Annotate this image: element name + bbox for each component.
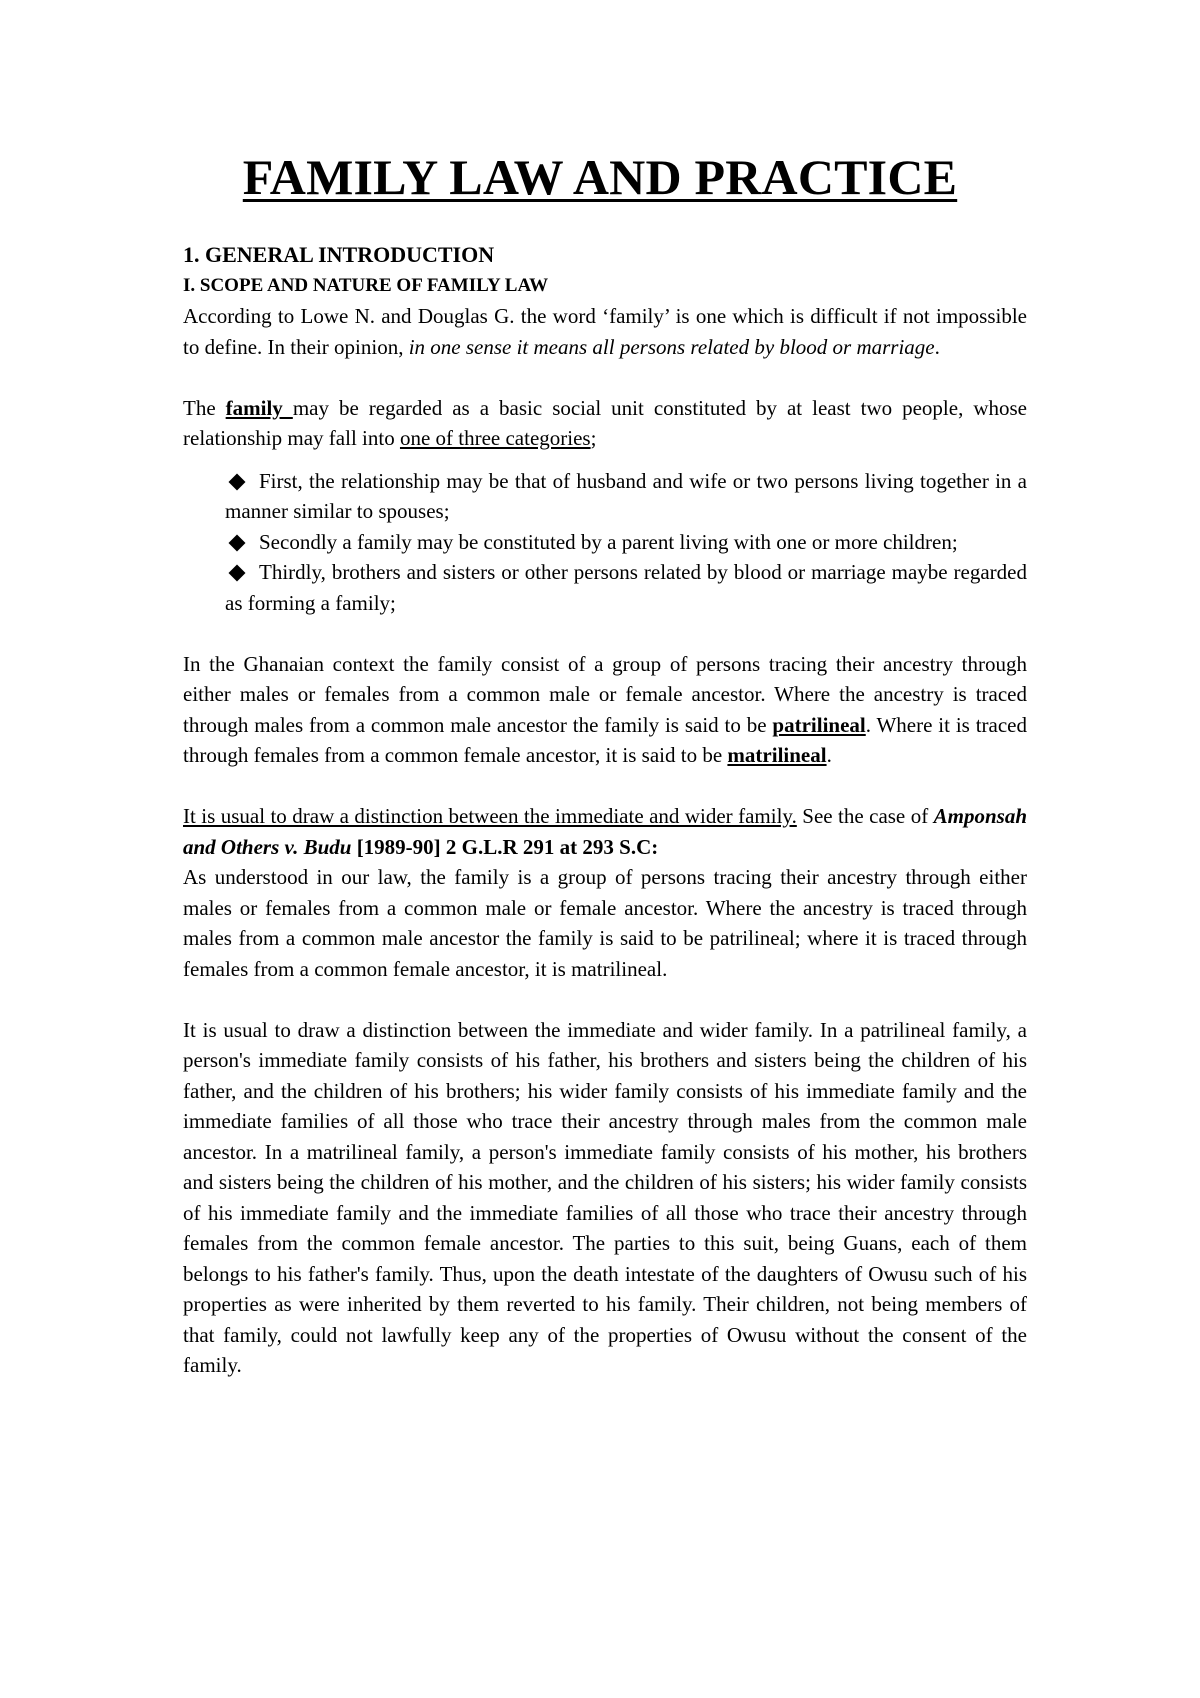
list-item — [225, 557, 1027, 618]
list-item — [225, 527, 1027, 558]
bullet-text: First, the relationship may be that of husband and wife or two persons living together in a manner similar to spouses; — [225, 468, 1027, 523]
bullet-text: Thirdly, brothers and sisters or other persons related by blood or marriage maybe regarded as forming a family; — [225, 560, 1027, 615]
definition-pre: The — [183, 395, 226, 420]
bullet-text: Secondly a family may be constituted by a parent living with one or more children; — [259, 529, 958, 554]
distinction-text: See the case of — [796, 804, 934, 828]
case-name: Amponsah and Others v. Budu — [183, 804, 1027, 859]
intro-end: . — [934, 334, 940, 359]
categories-list — [183, 466, 1027, 619]
section-heading: 1. GENERAL INTRODUCTION — [183, 242, 495, 267]
case-reference-paragraph — [183, 801, 1027, 862]
quoted-paragraph-1: As understood in our law, the family is a group of persons tracing their ancestry through either males or females from a common male or female ancestor. Where the ancestry is traced through males from a common male ancestor the family is said to be patrilineal; where it is traced through females from a common female ancestor, it is matrilineal. — [183, 865, 1027, 981]
family-term: family — [225, 395, 293, 420]
ghanaian-text-2: . Where it is traced through females from a common female ancestor, it is said to be — [183, 712, 1027, 767]
distinction-sentence: It is usual to draw a distinction between the immediate and wider family. — [183, 804, 797, 828]
document-title: FAMILY LAW AND PRACTICE — [242, 149, 958, 205]
definition-end: ; — [590, 426, 597, 450]
categories-phrase: one of three categories — [399, 426, 591, 450]
document-body — [183, 240, 1027, 1381]
matrilineal-term: matrilineal — [727, 743, 827, 767]
quoted-paragraph-2: It is usual to draw a distinction between the immediate and wider family. In a patrilineal family, a person's immediate family consists of his father, his brothers and sisters being the children of his father, and the children of his brothers; his wider family consists of his immediate family and the immediate families of all those who trace their ancestry through males from the common male ancestor. In a matrilineal family, a person's immediate family consists of his mother, his brothers and sisters being the children of his mother, and the children of his sisters; his wider family consists of his immediate family and the immediate families of all those who trace their ancestry through females from the common female ancestor. The parties to this suit, being Guans, each of them belongs to his father's family. Thus, upon the death intestate of the daughters of Owusu such of his properties as were inherited by them reverted to his family. Their children, not being members of that family, could not lawfully keep any of the properties of Owusu without the consent of the family. — [183, 1017, 1027, 1377]
intro-paragraph — [183, 301, 1027, 362]
ghanaian-context-paragraph — [183, 649, 1027, 771]
case-citation: [1989-90] 2 G.L.R 291 at 293 S.C: — [351, 834, 659, 859]
ghanaian-end: . — [826, 743, 832, 767]
diamond-bullet-icon — [229, 534, 246, 551]
subsection-heading: I. SCOPE AND NATURE OF FAMILY LAW — [183, 274, 549, 296]
ghanaian-text-1: In the Ghanaian context the family consist of a group of persons tracing their ancestry through either males or females from a common male or female ancestor. Where the ancestry is traced through males from a common male ancestor the family is said to be — [183, 651, 1027, 737]
diamond-bullet-icon — [229, 473, 246, 490]
intro-text: According to Lowe N. and Douglas G. the word ‘family’ is one which is difficult if not impossible to define. In their opinion, — [183, 304, 1027, 359]
list-item — [225, 466, 1027, 527]
diamond-bullet-icon — [229, 565, 246, 582]
intro-italic-quote: in one sense it means all persons related by blood or marriage — [408, 334, 935, 359]
patrilineal-term: patrilineal — [772, 712, 866, 737]
definition-mid: may be regarded as a basic social unit constituted by at least two people, whose relationship may fall into — [183, 395, 1027, 450]
definition-paragraph — [183, 393, 1027, 454]
